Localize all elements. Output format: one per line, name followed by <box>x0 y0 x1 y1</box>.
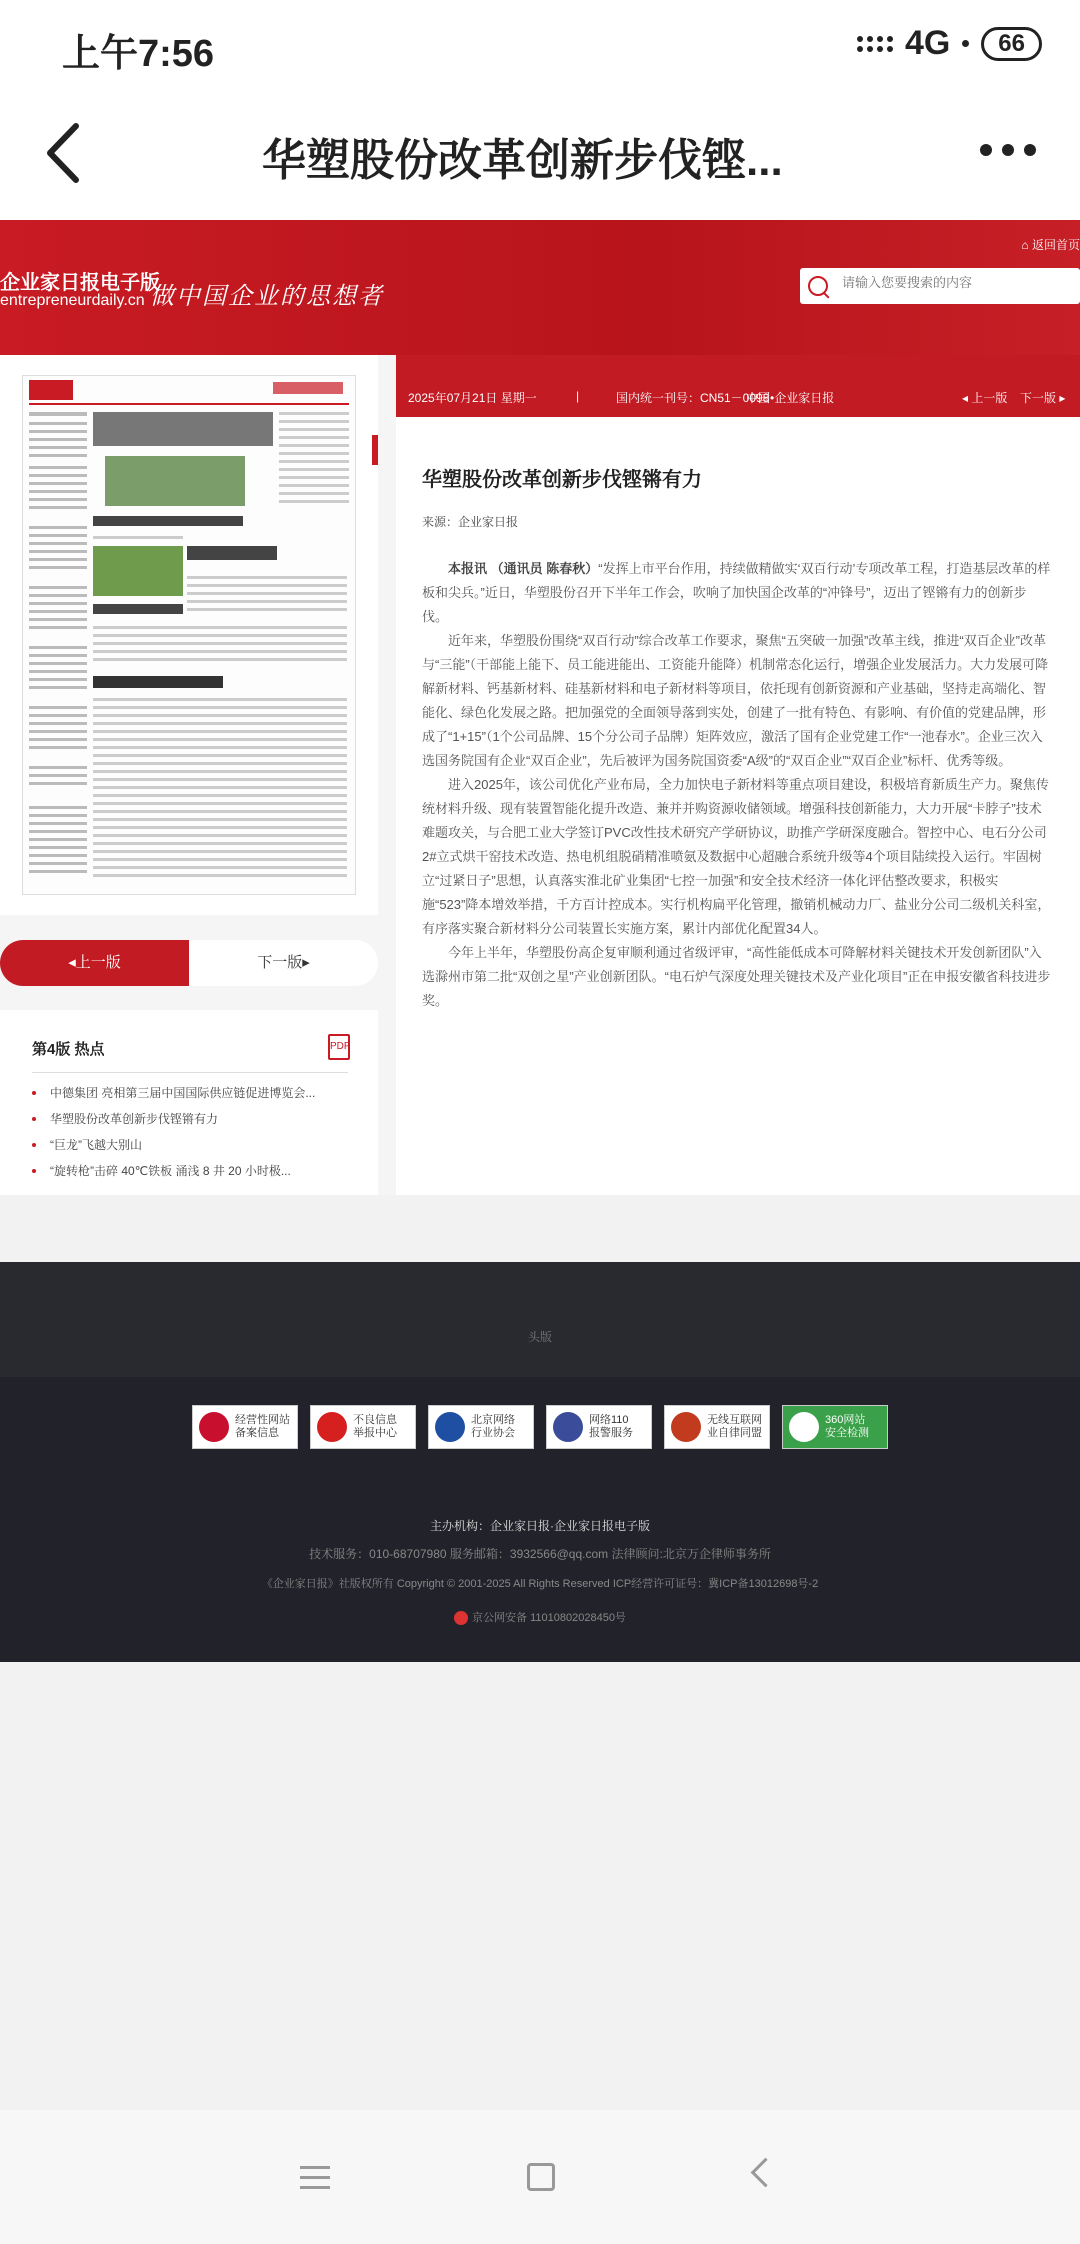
info-separator: | <box>576 389 580 403</box>
badge-line2: 报警服务 <box>589 1427 633 1439</box>
footer-copyright: 《企业家日报》社版权所有 Copyright © 2001-2025 All Rights Reserved ICP经营许可证号：冀ICP备13012698号-2 <box>261 1578 819 1590</box>
headline-item[interactable]: 中德集团 亮相第三届中国国际供应链促进博览会... <box>32 1080 352 1106</box>
badge-line1: 网络110 <box>589 1414 629 1426</box>
system-back-icon[interactable] <box>751 2158 781 2188</box>
issue-date: 2025年07月21日 星期一 <box>408 391 537 405</box>
prev-edition-link[interactable]: ◂ 上一版 <box>962 391 1008 405</box>
article-title: 华塑股份改革创新步伐铿锵有力 <box>422 469 702 491</box>
battery-indicator: 66 <box>981 27 1042 61</box>
badge-line1: 无线互联网 <box>707 1414 762 1426</box>
badge-line1: 经营性网站 <box>235 1414 290 1426</box>
signal-icon <box>857 36 893 52</box>
badge-360-security[interactable] <box>782 1405 888 1449</box>
main-content <box>0 355 1080 1195</box>
police-record-text: 京公网安备 11010802028450号 <box>472 1612 626 1624</box>
page-headlines-heading: 第4版 热点 <box>32 1041 105 1058</box>
search-box[interactable] <box>800 268 1080 304</box>
footer-sponsor: 主办机构：企业家日报·企业家日报电子版 <box>430 1519 650 1533</box>
next-page-label: 下一版 <box>257 954 303 971</box>
badge-line1: 不良信息 <box>353 1414 397 1426</box>
article-paragraph: 近年来，华塑股份围绕“双百行动”综合改革工作要求，聚焦“五突破一加强”改革主线，推进“双百企业”改革与“三能”（干部能上能下、员工能进能出、工资能升能降）机制常态化运行，增强企业发展活力。大力发展可降解新材料、钙基新材料、硅基新材料和电子新材料等项目，依托现有创新资源和产业基础，坚持走高端化、智能化、绿色化发展之路。把加强党的全面领导落到实处，创建了一批有特色、有影响、有价值的党建品牌，形成了“1+15”（1个公司品牌、15个分公司子品牌）矩阵效应，激活了国有企业党建工作“一池春水”。企业三次入选国务院国有企业“双百企业”，先后被评为国务院国资委“A级”的“双百企业”“双百企业”标杆、优秀等级。 <box>422 633 1049 768</box>
pdf-download-icon[interactable]: PDF <box>328 1034 350 1060</box>
app-header <box>0 90 1080 220</box>
issue-number: 国内统一刊号：CN51－0098 <box>616 391 770 405</box>
prev-page-label: 上一版 <box>75 954 121 971</box>
headline-item[interactable]: 华塑股份改革创新步伐铿锵有力 <box>32 1106 352 1132</box>
status-bar <box>0 0 1080 90</box>
article-byline: 本报讯 （通讯员 陈春秋） <box>448 561 599 576</box>
home-link[interactable]: ⌂ 返回首页 <box>1021 238 1080 252</box>
site-banner <box>0 220 1080 355</box>
newspaper-page-illustration <box>23 376 355 894</box>
prev-page-button[interactable]: ◂上一版 <box>0 940 189 986</box>
back-arrow-icon <box>40 118 100 188</box>
footer-front-page-link[interactable]: 头版 <box>527 1330 552 1344</box>
police-emblem-icon <box>454 1611 468 1625</box>
headline-item[interactable]: “巨龙”飞越大别山 <box>32 1132 352 1158</box>
next-page-button[interactable]: 下一版▸ <box>257 954 310 971</box>
data-activity-icon <box>962 40 969 47</box>
badge-police-110[interactable] <box>546 1405 652 1449</box>
article-paragraph: 进入2025年，该公司优化产业布局，全力加快电子新材料等重点项目建设，积极培育新质生产力。聚焦传统材料升级、现有装置智能化提升改造、兼并并购资源收储领域。增强科技创新能力，大力开展“卡脖子”技术难题攻关，与合肥工业大学签订PVC改性技术研究产学研协议，助推产学研深度融合。智控中心、电石分公司2#立式烘干窑技术改造、热电机组脱硝精准喷氨及数据中心超融合系统升级等4个项目陆续投入运行。牢固树立“过紧日子”思想，认真落实淮北矿业集团“七控一加强”和安全技术经济一体化评估整改要求，积极实施“523”降本增效举措，千方百计控成本。实行机构扁平化管理，撤销机械动力厂、盐业分公司二级机关科室，有序落实聚合新材料分公司装置长实施方案，累计内部优化配置34人。 <box>422 777 1051 936</box>
badge-line1: 北京网络 <box>471 1414 515 1426</box>
footer-nav <box>0 1262 1080 1377</box>
publisher-name: 中国•企业家日报 <box>746 391 835 405</box>
back-button[interactable] <box>40 118 100 188</box>
badge-line2: 业自律同盟 <box>707 1427 762 1439</box>
search-icon[interactable] <box>808 276 828 296</box>
badge-beijing-association[interactable] <box>428 1405 534 1449</box>
site-logo-cn[interactable]: 企业家日报电子版 <box>0 272 160 294</box>
emblem-icon <box>199 1412 229 1442</box>
police-badge-icon <box>553 1412 583 1442</box>
badge-report-center[interactable] <box>310 1405 416 1449</box>
badge-line2: 安全检测 <box>825 1427 869 1439</box>
badge-wireless-alliance[interactable] <box>664 1405 770 1449</box>
footer-info <box>0 1377 1080 1662</box>
article-paragraph-text: “发挥上市平台作用，持续做精做实‘双百行动’专项改革工程，打造基层改革的样板和尖兵。”近日，华塑股份召开下半年工作会，吹响了加快国企改革的“冲锋号”，迈出了铿锵有力的创新步伐。 <box>422 561 1051 624</box>
headline-item[interactable]: “旋转枪”击碎 40℃铁板 涌浅 8 井 20 小时极... <box>32 1158 352 1184</box>
status-indicators <box>857 24 1042 63</box>
network-type: 4G <box>904 24 951 62</box>
next-edition-label: 下一版 <box>1020 391 1057 405</box>
next-edition-link[interactable]: 下一版 ▸ <box>1020 391 1066 405</box>
article-paragraph: 今年上半年，华塑股份高企复审顺利通过省级评审，“高性能低成本可降解材料关键技术开发创新团队”入选滁州市第二批“双创之星”产业创新团队。“电石炉气深度处理关键技术及产业化项目”正在申报安徽省科技进步奖。 <box>422 945 1051 1008</box>
magnifier-check-icon <box>789 1412 819 1442</box>
site-logo-en[interactable]: entrepreneurdaily.cn <box>0 292 145 309</box>
alliance-icon <box>671 1412 701 1442</box>
article-text <box>422 557 1052 1013</box>
divider <box>32 1072 348 1073</box>
site-slogan: 做中国企业的思想者 <box>150 282 384 310</box>
page-scroll-marker <box>372 435 378 465</box>
certification-badges <box>192 1405 888 1449</box>
newspaper-page-image[interactable] <box>22 375 356 895</box>
badge-line1: 360网站 <box>825 1414 866 1426</box>
report-icon <box>317 1412 347 1442</box>
more-options-button[interactable] <box>980 144 1036 156</box>
badge-line2: 举报中心 <box>353 1427 397 1439</box>
badge-line2: 行业协会 <box>471 1427 515 1439</box>
article-paragraph <box>422 557 1052 629</box>
shield-icon <box>435 1412 465 1442</box>
page-nav-buttons <box>0 940 378 986</box>
article-body <box>396 417 1080 1195</box>
badge-line2: 备案信息 <box>235 1427 279 1439</box>
page-title: 华塑股份改革创新步伐铿... <box>262 136 783 185</box>
search-input[interactable] <box>840 274 1074 291</box>
prev-edition-label: 上一版 <box>971 391 1008 405</box>
badge-business-site[interactable] <box>192 1405 298 1449</box>
home-icon[interactable] <box>527 2163 555 2191</box>
footer-police-record[interactable] <box>0 1609 1080 1625</box>
newspaper-page-thumbnail[interactable] <box>0 355 378 915</box>
footer-tech-service: 技术服务：010-68707980 服务邮箱：3932566@qq.com 法律顾问:北京万企律师事务所 <box>309 1547 771 1561</box>
page-headlines-box <box>0 1010 378 1195</box>
article-source: 来源：企业家日报 <box>422 515 519 529</box>
issue-info-bar <box>396 355 1080 417</box>
article-panel <box>396 355 1080 1195</box>
recent-apps-icon[interactable] <box>300 2166 330 2196</box>
system-nav-bar <box>0 2110 1080 2244</box>
status-time: 上午7:56 <box>62 33 215 75</box>
home-link-label: 返回首页 <box>1031 238 1080 252</box>
headline-list <box>32 1080 352 1184</box>
